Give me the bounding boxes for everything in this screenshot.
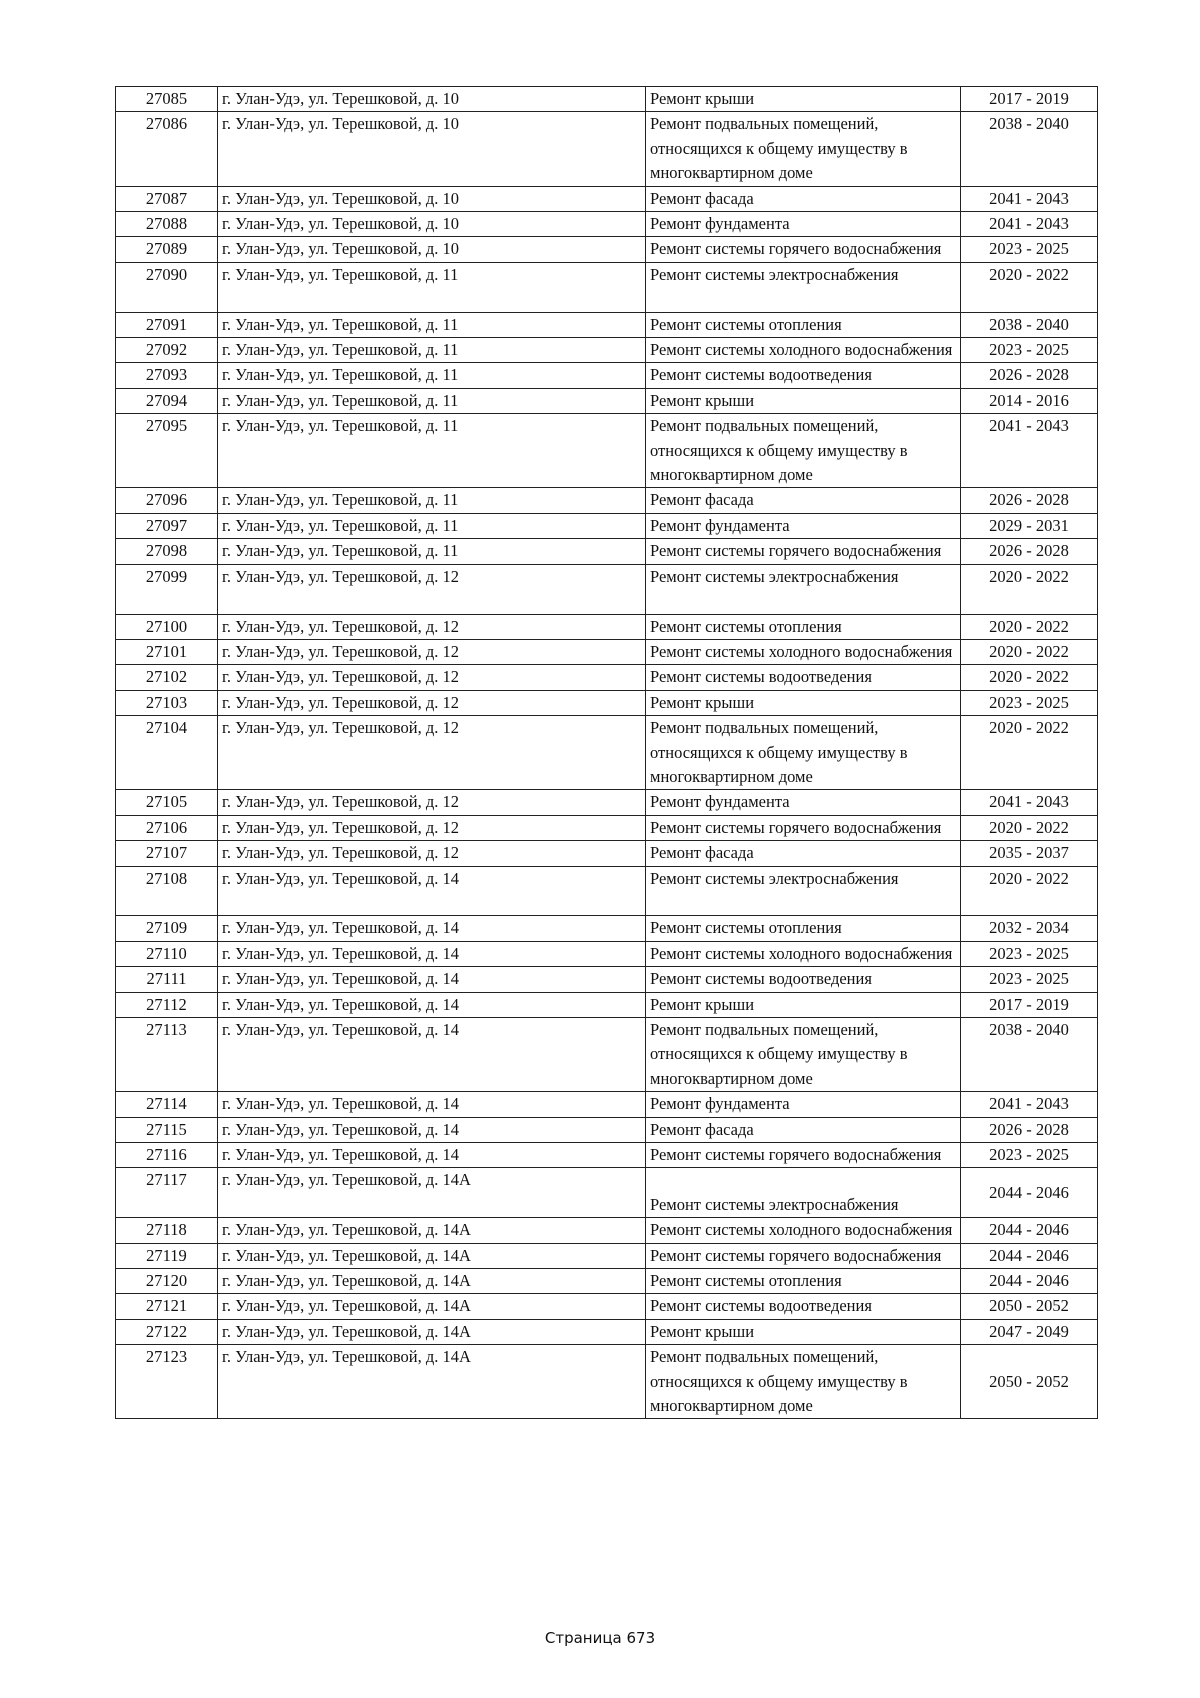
address-cell: г. Улан-Удэ, ул. Терешковой, д. 12	[218, 665, 646, 690]
work-type-cell: Ремонт системы электроснабжения	[646, 1168, 961, 1218]
repair-schedule-table	[115, 86, 1098, 1419]
row-id-cell: 27086	[116, 112, 218, 186]
period-cell: 2023 - 2025	[961, 690, 1098, 715]
period-cell: 2044 - 2046	[961, 1269, 1098, 1294]
table-row	[116, 639, 1098, 664]
work-type-cell: Ремонт подвальных помещений, относящихся к общему имуществу в многоквартирном доме	[646, 112, 961, 186]
period-cell: 2026 - 2028	[961, 539, 1098, 564]
address-cell: г. Улан-Удэ, ул. Терешковой, д. 14А	[218, 1294, 646, 1319]
period-cell: 2020 - 2022	[961, 564, 1098, 614]
period-cell: 2038 - 2040	[961, 312, 1098, 337]
address-cell: г. Улан-Удэ, ул. Терешковой, д. 10	[218, 237, 646, 262]
table-row	[116, 312, 1098, 337]
row-id-cell: 27109	[116, 916, 218, 941]
work-type-cell: Ремонт фасада	[646, 841, 961, 866]
address-cell: г. Улан-Удэ, ул. Терешковой, д. 14А	[218, 1269, 646, 1294]
table-row	[116, 87, 1098, 112]
page-number: Страница 673	[544, 1629, 656, 1647]
row-id-cell: 27094	[116, 388, 218, 413]
table-row	[116, 388, 1098, 413]
row-id-cell: 27101	[116, 639, 218, 664]
table-row	[116, 262, 1098, 312]
work-type-cell: Ремонт системы горячего водоснабжения	[646, 1243, 961, 1268]
work-type-cell: Ремонт системы холодного водоснабжения	[646, 639, 961, 664]
table-row	[116, 967, 1098, 992]
row-id-cell: 27119	[116, 1243, 218, 1268]
period-cell: 2020 - 2022	[961, 639, 1098, 664]
row-id-cell: 27121	[116, 1294, 218, 1319]
table-row	[116, 363, 1098, 388]
row-id-cell: 27122	[116, 1319, 218, 1344]
period-cell: 2038 - 2040	[961, 112, 1098, 186]
work-type-cell: Ремонт фасада	[646, 186, 961, 211]
period-cell: 2017 - 2019	[961, 87, 1098, 112]
row-id-cell: 27116	[116, 1143, 218, 1168]
table-row	[116, 866, 1098, 916]
address-cell: г. Улан-Удэ, ул. Терешковой, д. 12	[218, 815, 646, 840]
period-cell: 2044 - 2046	[961, 1168, 1098, 1218]
address-cell: г. Улан-Удэ, ул. Терешковой, д. 14А	[218, 1319, 646, 1344]
row-id-cell: 27117	[116, 1168, 218, 1218]
work-type-cell: Ремонт крыши	[646, 87, 961, 112]
period-cell: 2023 - 2025	[961, 967, 1098, 992]
period-cell: 2035 - 2037	[961, 841, 1098, 866]
table-row	[116, 1218, 1098, 1243]
row-id-cell: 27100	[116, 614, 218, 639]
address-cell: г. Улан-Удэ, ул. Терешковой, д. 14	[218, 1017, 646, 1091]
table-row	[116, 1092, 1098, 1117]
table-row	[116, 1017, 1098, 1091]
work-type-cell: Ремонт системы водоотведения	[646, 1294, 961, 1319]
work-type-cell: Ремонт подвальных помещений, относящихся к общему имуществу в многоквартирном доме	[646, 1017, 961, 1091]
address-cell: г. Улан-Удэ, ул. Терешковой, д. 14А	[218, 1218, 646, 1243]
address-cell: г. Улан-Удэ, ул. Терешковой, д. 12	[218, 614, 646, 639]
row-id-cell: 27104	[116, 716, 218, 790]
table-row	[116, 212, 1098, 237]
period-cell: 2023 - 2025	[961, 1143, 1098, 1168]
table-row	[116, 539, 1098, 564]
row-id-cell: 27120	[116, 1269, 218, 1294]
period-cell: 2041 - 2043	[961, 1092, 1098, 1117]
work-type-cell: Ремонт системы отопления	[646, 614, 961, 639]
work-type-cell: Ремонт системы холодного водоснабжения	[646, 1218, 961, 1243]
period-cell: 2050 - 2052	[961, 1294, 1098, 1319]
address-cell: г. Улан-Удэ, ул. Терешковой, д. 14	[218, 916, 646, 941]
work-type-cell: Ремонт фасада	[646, 1117, 961, 1142]
period-cell: 2026 - 2028	[961, 1117, 1098, 1142]
period-cell: 2020 - 2022	[961, 262, 1098, 312]
table-row	[116, 790, 1098, 815]
address-cell: г. Улан-Удэ, ул. Терешковой, д. 14А	[218, 1243, 646, 1268]
row-id-cell: 27102	[116, 665, 218, 690]
table-row	[116, 488, 1098, 513]
table-row	[116, 1319, 1098, 1344]
table-row	[116, 690, 1098, 715]
address-cell: г. Улан-Удэ, ул. Терешковой, д. 12	[218, 790, 646, 815]
work-type-cell: Ремонт крыши	[646, 1319, 961, 1344]
address-cell: г. Улан-Удэ, ул. Терешковой, д. 10	[218, 212, 646, 237]
row-id-cell: 27085	[116, 87, 218, 112]
address-cell: г. Улан-Удэ, ул. Терешковой, д. 14	[218, 1143, 646, 1168]
row-id-cell: 27091	[116, 312, 218, 337]
table-row	[116, 614, 1098, 639]
period-cell: 2041 - 2043	[961, 790, 1098, 815]
table-row	[116, 1269, 1098, 1294]
work-type-cell: Ремонт системы отопления	[646, 312, 961, 337]
address-cell: г. Улан-Удэ, ул. Терешковой, д. 11	[218, 262, 646, 312]
period-cell: 2032 - 2034	[961, 916, 1098, 941]
row-id-cell: 27095	[116, 414, 218, 488]
period-cell: 2029 - 2031	[961, 513, 1098, 538]
address-cell: г. Улан-Удэ, ул. Терешковой, д. 14	[218, 1117, 646, 1142]
table-row	[116, 1345, 1098, 1419]
row-id-cell: 27118	[116, 1218, 218, 1243]
period-cell: 2020 - 2022	[961, 866, 1098, 916]
period-cell: 2023 - 2025	[961, 338, 1098, 363]
period-cell: 2047 - 2049	[961, 1319, 1098, 1344]
work-type-cell: Ремонт системы холодного водоснабжения	[646, 941, 961, 966]
address-cell: г. Улан-Удэ, ул. Терешковой, д. 11	[218, 513, 646, 538]
row-id-cell: 27098	[116, 539, 218, 564]
period-cell: 2020 - 2022	[961, 665, 1098, 690]
address-cell: г. Улан-Удэ, ул. Терешковой, д. 12	[218, 841, 646, 866]
table-row	[116, 716, 1098, 790]
work-type-cell: Ремонт подвальных помещений, относящихся к общему имуществу в многоквартирном доме	[646, 1345, 961, 1419]
work-type-cell: Ремонт системы водоотведения	[646, 665, 961, 690]
table-row	[116, 1243, 1098, 1268]
table-row	[116, 665, 1098, 690]
address-cell: г. Улан-Удэ, ул. Терешковой, д. 12	[218, 639, 646, 664]
period-cell: 2023 - 2025	[961, 237, 1098, 262]
row-id-cell: 27088	[116, 212, 218, 237]
work-type-cell: Ремонт крыши	[646, 992, 961, 1017]
table-row	[116, 112, 1098, 186]
table-row	[116, 916, 1098, 941]
row-id-cell: 27096	[116, 488, 218, 513]
table-row	[116, 841, 1098, 866]
address-cell: г. Улан-Удэ, ул. Терешковой, д. 11	[218, 414, 646, 488]
period-cell: 2026 - 2028	[961, 488, 1098, 513]
period-cell: 2020 - 2022	[961, 815, 1098, 840]
address-cell: г. Улан-Удэ, ул. Терешковой, д. 11	[218, 539, 646, 564]
address-cell: г. Улан-Удэ, ул. Терешковой, д. 12	[218, 564, 646, 614]
work-type-cell: Ремонт системы горячего водоснабжения	[646, 1143, 961, 1168]
work-type-cell: Ремонт системы электроснабжения	[646, 564, 961, 614]
address-cell: г. Улан-Удэ, ул. Терешковой, д. 14А	[218, 1345, 646, 1419]
work-type-cell: Ремонт фундамента	[646, 1092, 961, 1117]
table-row	[116, 1168, 1098, 1218]
row-id-cell: 27092	[116, 338, 218, 363]
row-id-cell: 27107	[116, 841, 218, 866]
work-type-cell: Ремонт системы горячего водоснабжения	[646, 539, 961, 564]
row-id-cell: 27087	[116, 186, 218, 211]
period-cell: 2020 - 2022	[961, 716, 1098, 790]
row-id-cell: 27110	[116, 941, 218, 966]
table-row	[116, 992, 1098, 1017]
table-row	[116, 815, 1098, 840]
period-cell: 2038 - 2040	[961, 1017, 1098, 1091]
work-type-cell: Ремонт системы горячего водоснабжения	[646, 237, 961, 262]
address-cell: г. Улан-Удэ, ул. Терешковой, д. 14	[218, 1092, 646, 1117]
row-id-cell: 27123	[116, 1345, 218, 1419]
period-cell: 2023 - 2025	[961, 941, 1098, 966]
work-type-cell: Ремонт фундамента	[646, 513, 961, 538]
work-type-cell: Ремонт подвальных помещений, относящихся к общему имуществу в многоквартирном доме	[646, 414, 961, 488]
address-cell: г. Улан-Удэ, ул. Терешковой, д. 11	[218, 388, 646, 413]
work-type-cell: Ремонт системы электроснабжения	[646, 866, 961, 916]
period-cell: 2044 - 2046	[961, 1218, 1098, 1243]
work-type-cell: Ремонт системы водоотведения	[646, 967, 961, 992]
work-type-cell: Ремонт системы холодного водоснабжения	[646, 338, 961, 363]
period-cell: 2026 - 2028	[961, 363, 1098, 388]
work-type-cell: Ремонт фундамента	[646, 790, 961, 815]
address-cell: г. Улан-Удэ, ул. Терешковой, д. 11	[218, 488, 646, 513]
table-row	[116, 338, 1098, 363]
row-id-cell: 27089	[116, 237, 218, 262]
address-cell: г. Улан-Удэ, ул. Терешковой, д. 10	[218, 186, 646, 211]
row-id-cell: 27113	[116, 1017, 218, 1091]
work-type-cell: Ремонт фундамента	[646, 212, 961, 237]
row-id-cell: 27097	[116, 513, 218, 538]
address-cell: г. Улан-Удэ, ул. Терешковой, д. 12	[218, 716, 646, 790]
work-type-cell: Ремонт подвальных помещений, относящихся к общему имуществу в многоквартирном доме	[646, 716, 961, 790]
row-id-cell: 27114	[116, 1092, 218, 1117]
work-type-cell: Ремонт системы отопления	[646, 916, 961, 941]
work-type-cell: Ремонт системы горячего водоснабжения	[646, 815, 961, 840]
period-cell: 2044 - 2046	[961, 1243, 1098, 1268]
row-id-cell: 27103	[116, 690, 218, 715]
table-row	[116, 1294, 1098, 1319]
address-cell: г. Улан-Удэ, ул. Терешковой, д. 14	[218, 866, 646, 916]
table-row	[116, 941, 1098, 966]
address-cell: г. Улан-Удэ, ул. Терешковой, д. 10	[218, 112, 646, 186]
table-row	[116, 237, 1098, 262]
row-id-cell: 27111	[116, 967, 218, 992]
address-cell: г. Улан-Удэ, ул. Терешковой, д. 12	[218, 690, 646, 715]
address-cell: г. Улан-Удэ, ул. Терешковой, д. 14	[218, 941, 646, 966]
work-type-cell: Ремонт крыши	[646, 388, 961, 413]
work-type-cell: Ремонт крыши	[646, 690, 961, 715]
row-id-cell: 27099	[116, 564, 218, 614]
table-row	[116, 513, 1098, 538]
period-cell: 2014 - 2016	[961, 388, 1098, 413]
work-type-cell: Ремонт системы отопления	[646, 1269, 961, 1294]
row-id-cell: 27105	[116, 790, 218, 815]
address-cell: г. Улан-Удэ, ул. Терешковой, д. 14А	[218, 1168, 646, 1218]
work-type-cell: Ремонт системы водоотведения	[646, 363, 961, 388]
table-body	[116, 87, 1098, 1419]
period-cell: 2050 - 2052	[961, 1345, 1098, 1419]
row-id-cell: 27090	[116, 262, 218, 312]
work-type-cell: Ремонт системы электроснабжения	[646, 262, 961, 312]
work-type-cell: Ремонт фасада	[646, 488, 961, 513]
address-cell: г. Улан-Удэ, ул. Терешковой, д. 14	[218, 992, 646, 1017]
table-row	[116, 1117, 1098, 1142]
address-cell: г. Улан-Удэ, ул. Терешковой, д. 11	[218, 338, 646, 363]
row-id-cell: 27093	[116, 363, 218, 388]
table-row	[116, 1143, 1098, 1168]
address-cell: г. Улан-Удэ, ул. Терешковой, д. 11	[218, 363, 646, 388]
address-cell: г. Улан-Удэ, ул. Терешковой, д. 11	[218, 312, 646, 337]
table-row	[116, 564, 1098, 614]
address-cell: г. Улан-Удэ, ул. Терешковой, д. 14	[218, 967, 646, 992]
period-cell: 2041 - 2043	[961, 186, 1098, 211]
row-id-cell: 27112	[116, 992, 218, 1017]
row-id-cell: 27108	[116, 866, 218, 916]
row-id-cell: 27115	[116, 1117, 218, 1142]
period-cell: 2020 - 2022	[961, 614, 1098, 639]
period-cell: 2041 - 2043	[961, 414, 1098, 488]
period-cell: 2017 - 2019	[961, 992, 1098, 1017]
table-row	[116, 186, 1098, 211]
row-id-cell: 27106	[116, 815, 218, 840]
table-row	[116, 414, 1098, 488]
address-cell: г. Улан-Удэ, ул. Терешковой, д. 10	[218, 87, 646, 112]
period-cell: 2041 - 2043	[961, 212, 1098, 237]
